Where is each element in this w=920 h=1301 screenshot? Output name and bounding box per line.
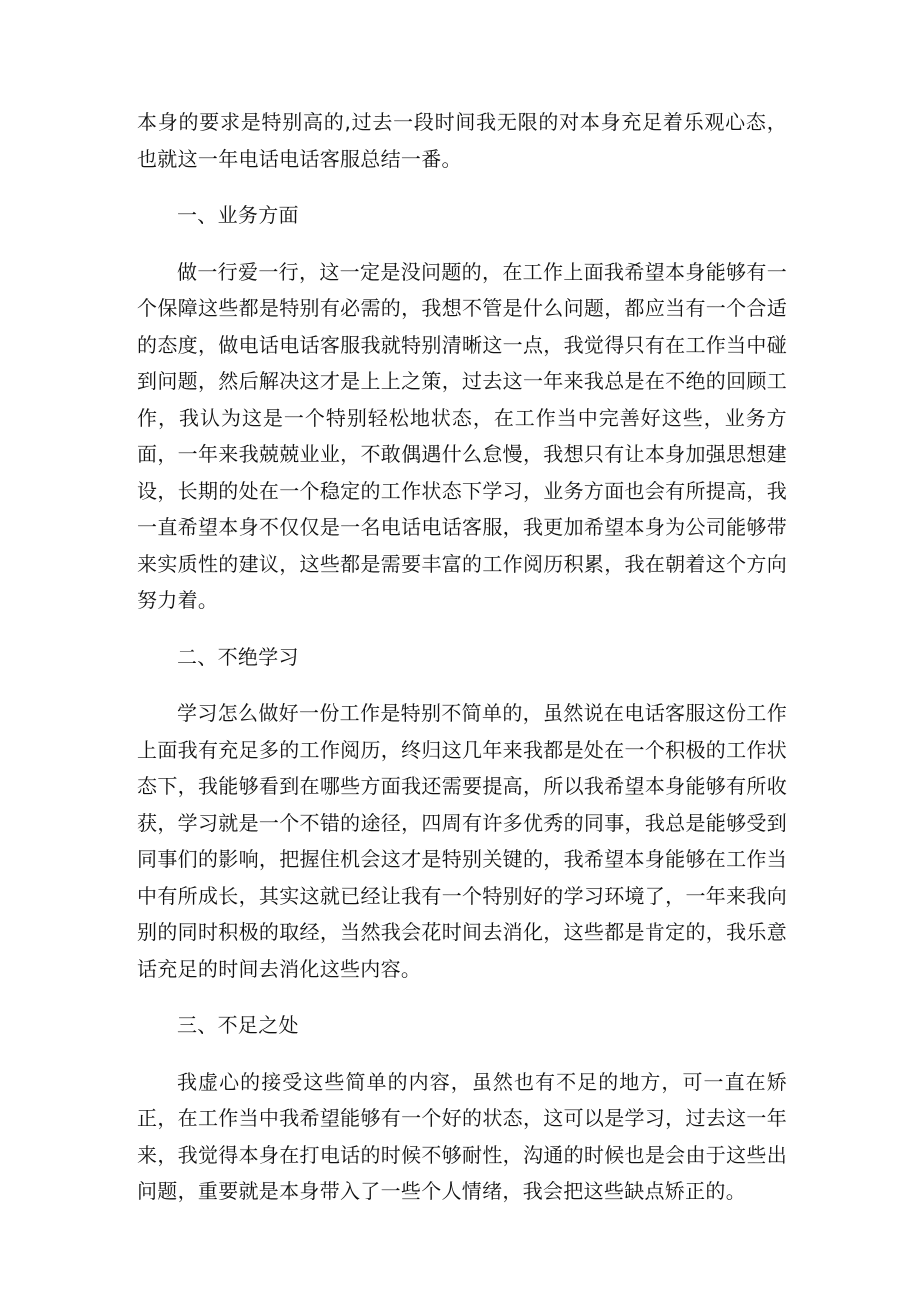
section-body-learning: 学习怎么做好一份工作是特别不简单的，虽然说在电话客服这份工作上面我有充足多的工作阅历，终归这几年来我都是处在一个积极的工作状态下，我能够看到在哪些方面我还需要提高，所以我希望本身能够有所收获，学习就是一个不错的途径，四周有许多优秀的同事，我总是能够受到同事们的影响，把握住机会这才是特别关键的，我希望本身能够在工作当中有所成长，其实这就已经让我有一个特别好的学习环境了，一年来我向别的同时积极的取经，当然我会花时间去消化，这些都是肯定的，我乐意话充足的时间去消化这些内容。 <box>137 701 787 981</box>
section-heading-shortcomings: 三、不足之处 <box>177 1013 299 1037</box>
section-body-shortcomings: 我虚心的接受这些简单的内容，虽然也有不足的地方，可一直在矫正，在工作当中我希望能够有一个好的状态，这可以是学习，过去这一年来，我觉得本身在打电话的时候不够耐性，沟通的时候也是会由于这些出问题，重要就是本身带入了一些个人情绪，我会把这些缺点矫正的。 <box>137 1069 787 1203</box>
section-heading-learning: 二、不绝学习 <box>177 644 299 669</box>
intro-paragraph: 本身的要求是特别高的,过去一段时间我无限的对本身充足着乐观心态，也就这一年电话电话客服总结一番。 <box>137 110 787 171</box>
section-body-business: 做一行爱一行，这一定是没问题的，在工作上面我希望本身能够有一个保障这些都是特别有必需的，我想不管是什么问题，都应当有一个合适的态度，做电话电话客服我就特别清晰这一点，我觉得只有在工作当中碰到问题，然后解决这才是上上之策，过去这一年来我总是在不绝的回顾工作，我认为这是一个特别轻松地状态，在工作当中完善好这些，业务方面，一年来我兢兢业业，不敢偶遇什么怠慢，我想只有让本身加强思想建设，长期的处在一个稳定的工作状态下学习，业务方面也会有所提高，我一直希望本身不仅仅是一名电话电话客服，我更加希望本身为公司能够带来实质性的建议，这些都是需要丰富的工作阅历积累，我在朝着这个方向努力着。 <box>137 259 787 612</box>
section-heading-business: 一、业务方面 <box>177 203 299 227</box>
document-body <box>137 104 787 1210</box>
